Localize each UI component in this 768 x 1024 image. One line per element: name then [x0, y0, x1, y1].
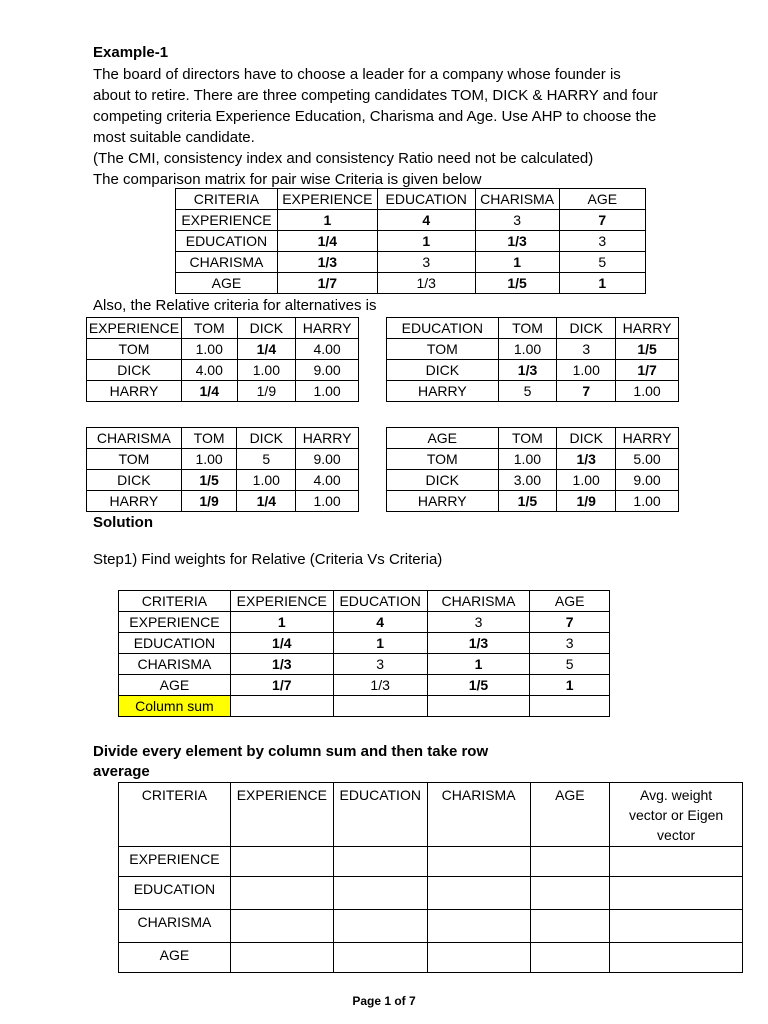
table-cell: 1/3 — [277, 252, 377, 273]
header-cell: DICK — [237, 428, 296, 449]
row-label: AGE — [119, 943, 231, 973]
row-label: DICK — [87, 360, 182, 381]
table-row — [119, 675, 610, 696]
table-cell: 1/9 — [181, 491, 237, 512]
row-label: CHARISMA — [119, 910, 231, 943]
table-cell: 1 — [277, 210, 377, 231]
table-cell: 1/5 — [427, 675, 530, 696]
table-row — [176, 210, 646, 231]
table-header-row — [87, 428, 359, 449]
table-cell: 4 — [333, 612, 427, 633]
table-cell: 1/3 — [230, 654, 333, 675]
table-cell: 1.00 — [181, 449, 237, 470]
weights-table — [118, 782, 743, 973]
table-cell[interactable] — [230, 847, 333, 877]
header-cell: CHARISMA — [87, 428, 182, 449]
table-row — [87, 449, 359, 470]
column-sum-cell[interactable] — [230, 696, 333, 717]
table-cell[interactable] — [427, 877, 530, 910]
header-cell: EXPERIENCE — [230, 783, 333, 847]
table-cell: 1/4 — [230, 633, 333, 654]
step1-criteria-table — [118, 590, 610, 717]
table-cell: 1 — [230, 612, 333, 633]
table-cell: 3 — [530, 633, 610, 654]
row-label: AGE — [176, 273, 278, 294]
table-cell[interactable] — [530, 910, 610, 943]
intro-line: The board of directors have to choose a leader for a company whose founder is — [93, 66, 621, 83]
header-cell: HARRY — [616, 428, 679, 449]
table-cell: 4.00 — [296, 339, 359, 360]
table-header-row — [119, 591, 610, 612]
table-cell: 1/5 — [616, 339, 679, 360]
table-cell[interactable] — [333, 847, 427, 877]
avg-weight-header-line: Avg. weight — [640, 787, 713, 803]
header-cell: CHARISMA — [427, 591, 530, 612]
table-cell: 1/4 — [237, 491, 296, 512]
table-cell: 1/3 — [427, 633, 530, 654]
avg-weight-header-line: vector — [657, 827, 696, 843]
row-label: TOM — [387, 339, 499, 360]
divide-heading-line: Divide every element by column sum and then take row — [93, 743, 489, 760]
table-cell: 4 — [377, 210, 475, 231]
table-cell: 1.00 — [557, 360, 616, 381]
table-cell: 1/3 — [377, 273, 475, 294]
table-cell: 1/7 — [277, 273, 377, 294]
table-header-row — [387, 428, 679, 449]
table-cell: 1/3 — [498, 360, 557, 381]
intro-line: most suitable candidate. — [93, 129, 255, 146]
table-cell: 4.00 — [296, 470, 359, 491]
table-row — [387, 449, 679, 470]
row-label: HARRY — [87, 381, 182, 402]
header-cell: CRITERIA — [119, 591, 231, 612]
table-cell: 1 — [559, 273, 645, 294]
table-cell[interactable] — [230, 910, 333, 943]
header-cell: AGE — [387, 428, 499, 449]
table-cell: 1/7 — [616, 360, 679, 381]
table-cell[interactable] — [530, 877, 610, 910]
page-footer: Page 1 of 7 — [352, 994, 416, 1008]
column-sum-label: Column sum — [119, 696, 231, 717]
table-cell[interactable] — [610, 943, 743, 973]
table-cell: 1.00 — [237, 470, 296, 491]
table-header-row — [176, 189, 646, 210]
row-label: CHARISMA — [176, 252, 278, 273]
avg-weight-header — [610, 783, 743, 847]
age-alternatives-table — [386, 427, 679, 512]
table-row — [119, 877, 743, 910]
table-cell: 3 — [557, 339, 616, 360]
header-cell: TOM — [181, 318, 237, 339]
table-row — [119, 612, 610, 633]
table-row — [119, 910, 743, 943]
table-cell: 1/4 — [237, 339, 296, 360]
header-cell: CRITERIA — [119, 783, 231, 847]
table-cell: 3.00 — [498, 470, 557, 491]
row-label: DICK — [387, 470, 499, 491]
table-cell: 9.00 — [296, 449, 359, 470]
row-label: EDUCATION — [176, 231, 278, 252]
table-cell[interactable] — [530, 943, 610, 973]
table-cell: 9.00 — [296, 360, 359, 381]
table-cell: 1/5 — [475, 273, 559, 294]
header-cell: HARRY — [296, 318, 359, 339]
table-cell: 4.00 — [181, 360, 237, 381]
header-cell: AGE — [530, 591, 610, 612]
row-label: CHARISMA — [119, 654, 231, 675]
table-cell[interactable] — [427, 910, 530, 943]
table-cell: 1 — [427, 654, 530, 675]
header-cell: EXPERIENCE — [277, 189, 377, 210]
table-row — [119, 943, 743, 973]
experience-alternatives-table — [86, 317, 359, 402]
table-cell: 1/5 — [498, 491, 557, 512]
table-header-row — [387, 318, 679, 339]
table-cell: 3 — [475, 210, 559, 231]
table-cell: 1 — [530, 675, 610, 696]
header-cell: HARRY — [296, 428, 359, 449]
table-cell: 1/4 — [277, 231, 377, 252]
table-cell: 1.00 — [616, 381, 679, 402]
table-header-row — [87, 318, 359, 339]
table-row — [119, 633, 610, 654]
intro-line: about to retire. There are three competing candidates TOM, DICK & HARRY and four — [93, 87, 658, 104]
intro-line: (The CMI, consistency index and consistency Ratio need not be calculated) — [93, 150, 594, 167]
row-label: DICK — [87, 470, 182, 491]
table-cell: 1.00 — [616, 491, 679, 512]
intro-line: The comparison matrix for pair wise Criteria is given below — [93, 171, 482, 188]
row-label: HARRY — [387, 381, 499, 402]
table-cell[interactable] — [333, 877, 427, 910]
divide-heading — [93, 742, 488, 782]
table-cell: 1.00 — [557, 470, 616, 491]
table-cell: 5.00 — [616, 449, 679, 470]
header-cell: EDUCATION — [377, 189, 475, 210]
table-cell: 1/3 — [475, 231, 559, 252]
table-header-row — [119, 783, 743, 847]
table-cell: 1 — [475, 252, 559, 273]
header-cell: TOM — [498, 318, 557, 339]
table-cell: 1.00 — [237, 360, 296, 381]
table-cell[interactable] — [230, 943, 333, 973]
table-cell: 5 — [237, 449, 296, 470]
table-row — [87, 381, 359, 402]
table-cell: 1.00 — [498, 339, 557, 360]
table-cell: 1/7 — [230, 675, 333, 696]
header-cell: AGE — [559, 189, 645, 210]
table-cell[interactable] — [230, 877, 333, 910]
step1-heading: Step1) Find weights for Relative (Criteria Vs Criteria) — [93, 551, 443, 568]
problem-statement — [93, 64, 733, 190]
table-row — [387, 339, 679, 360]
education-alternatives-table — [386, 317, 679, 402]
table-cell: 3 — [333, 654, 427, 675]
table-cell: 1/3 — [333, 675, 427, 696]
header-cell: EXPERIENCE — [87, 318, 182, 339]
table-cell: 9.00 — [616, 470, 679, 491]
table-cell: 1.00 — [296, 381, 359, 402]
row-label: TOM — [387, 449, 499, 470]
row-label: EDUCATION — [119, 633, 231, 654]
avg-weight-header-line: vector or Eigen — [629, 807, 724, 823]
table-cell: 7 — [557, 381, 616, 402]
header-cell: DICK — [237, 318, 296, 339]
header-cell: TOM — [498, 428, 557, 449]
criteria-comparison-table — [175, 188, 646, 294]
table-row — [176, 231, 646, 252]
table-row — [387, 491, 679, 512]
table-cell[interactable] — [333, 910, 427, 943]
table-cell[interactable] — [427, 847, 530, 877]
table-cell[interactable] — [610, 910, 743, 943]
table-cell: 1/4 — [181, 381, 237, 402]
header-cell: EDUCATION — [333, 591, 427, 612]
table-cell: 1 — [377, 231, 475, 252]
row-label: HARRY — [87, 491, 182, 512]
header-cell: EXPERIENCE — [230, 591, 333, 612]
divide-heading-line: average — [93, 763, 150, 780]
row-label: TOM — [87, 339, 182, 360]
header-cell: HARRY — [616, 318, 679, 339]
column-sum-cell[interactable] — [333, 696, 427, 717]
table-row — [87, 339, 359, 360]
table-cell: 1/9 — [237, 381, 296, 402]
table-cell: 3 — [377, 252, 475, 273]
table-cell: 7 — [559, 210, 645, 231]
table-cell: 3 — [559, 231, 645, 252]
table-cell: 1 — [333, 633, 427, 654]
table-cell[interactable] — [610, 877, 743, 910]
header-cell: CHARISMA — [427, 783, 530, 847]
column-sum-cell[interactable] — [530, 696, 610, 717]
table-cell: 5 — [559, 252, 645, 273]
table-cell: 1.00 — [296, 491, 359, 512]
table-cell: 5 — [498, 381, 557, 402]
row-label: EXPERIENCE — [119, 847, 231, 877]
table-cell: 1.00 — [498, 449, 557, 470]
header-cell: CHARISMA — [475, 189, 559, 210]
alternatives-intro: Also, the Relative criteria for alternatives is — [93, 297, 377, 314]
table-row — [387, 360, 679, 381]
header-cell: TOM — [181, 428, 237, 449]
solution-heading: Solution — [93, 514, 153, 531]
table-row — [119, 654, 610, 675]
header-cell: EDUCATION — [333, 783, 427, 847]
example-title: Example-1 — [93, 44, 169, 61]
header-cell: CRITERIA — [176, 189, 278, 210]
row-label: HARRY — [387, 491, 499, 512]
table-row — [176, 252, 646, 273]
table-row — [119, 847, 743, 877]
header-cell: DICK — [557, 428, 616, 449]
table-cell: 5 — [530, 654, 610, 675]
header-cell: AGE — [530, 783, 610, 847]
table-cell: 1/3 — [557, 449, 616, 470]
table-cell[interactable] — [530, 847, 610, 877]
column-sum-row — [119, 696, 610, 717]
row-label: EDUCATION — [119, 877, 231, 910]
table-row — [87, 360, 359, 381]
table-cell: 7 — [530, 612, 610, 633]
header-cell: DICK — [557, 318, 616, 339]
row-label: DICK — [387, 360, 499, 381]
table-row — [387, 381, 679, 402]
table-row — [87, 470, 359, 491]
row-label: EXPERIENCE — [119, 612, 231, 633]
table-cell[interactable] — [610, 847, 743, 877]
intro-line: competing criteria Experience Education, Charisma and Age. Use AHP to choose the — [93, 108, 657, 125]
row-label: AGE — [119, 675, 231, 696]
table-row — [387, 470, 679, 491]
column-sum-cell[interactable] — [427, 696, 530, 717]
table-cell[interactable] — [427, 943, 530, 973]
charisma-alternatives-table — [86, 427, 359, 512]
table-cell: 1/5 — [181, 470, 237, 491]
header-cell: EDUCATION — [387, 318, 499, 339]
table-cell: 1.00 — [181, 339, 237, 360]
row-label: EXPERIENCE — [176, 210, 278, 231]
table-row — [176, 273, 646, 294]
table-cell: 3 — [427, 612, 530, 633]
row-label: TOM — [87, 449, 182, 470]
table-row — [87, 491, 359, 512]
table-cell[interactable] — [333, 943, 427, 973]
table-cell: 1/9 — [557, 491, 616, 512]
